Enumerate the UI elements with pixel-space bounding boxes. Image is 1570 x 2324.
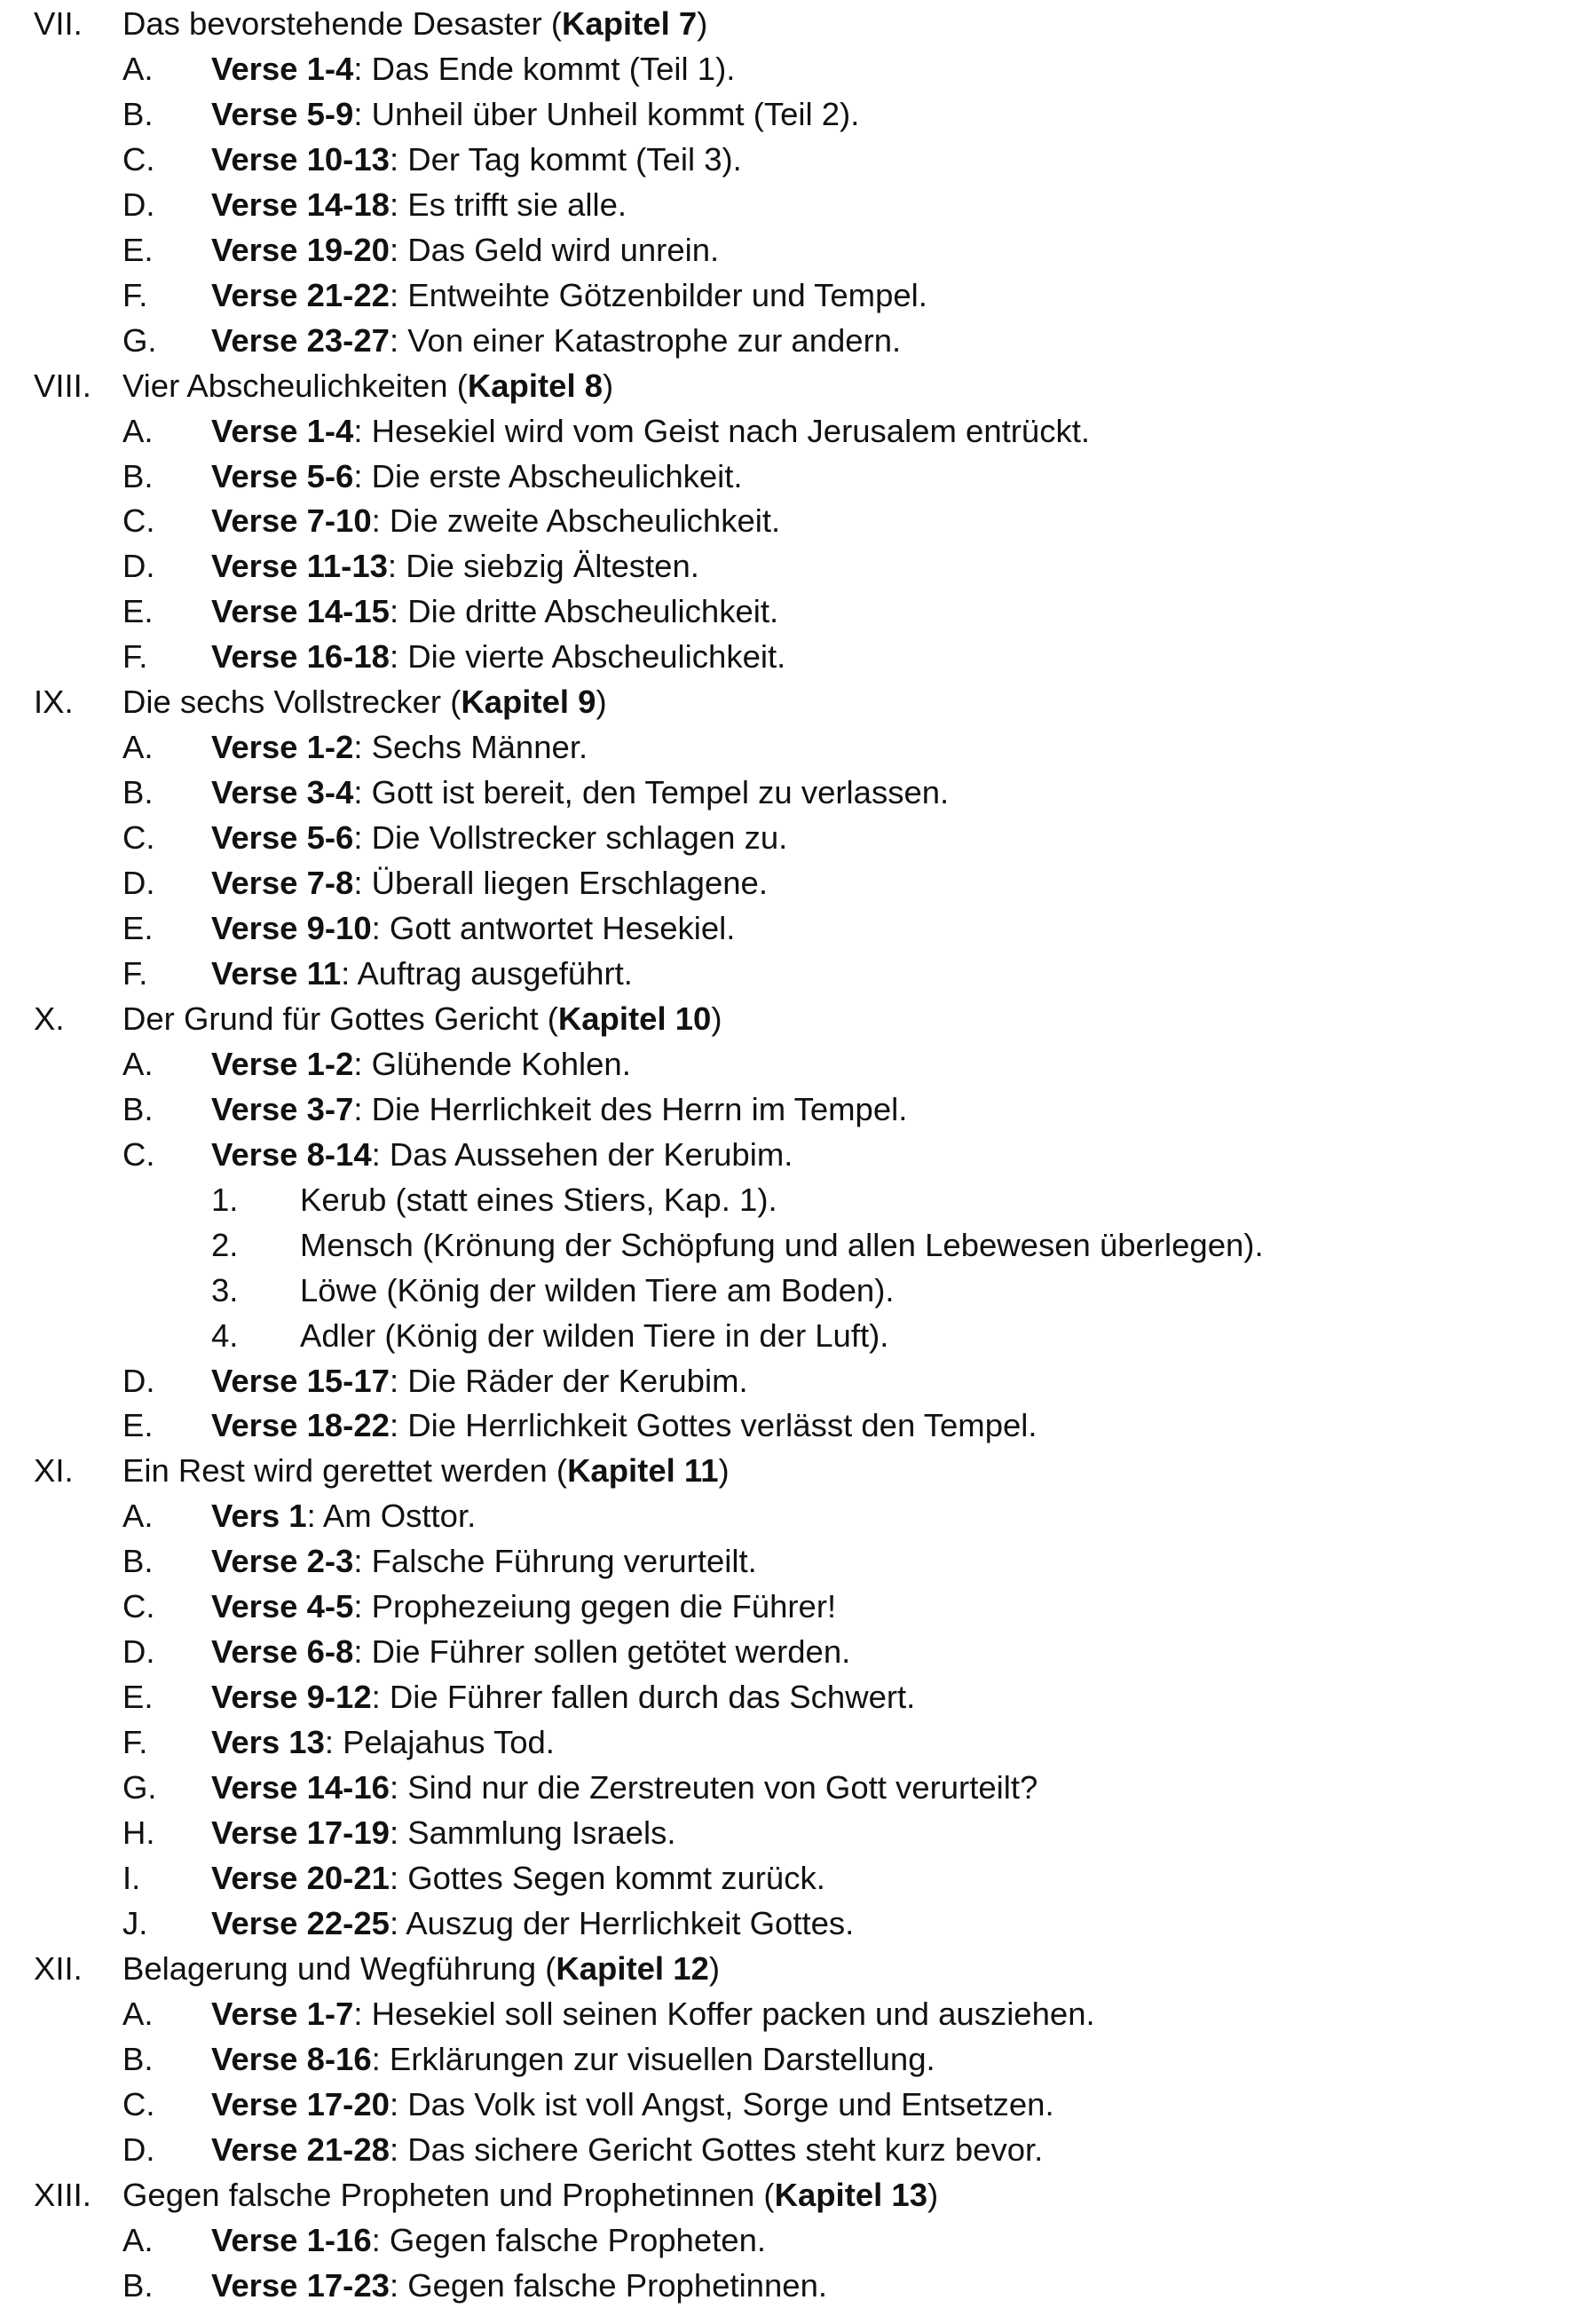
item-label: D. (122, 2130, 155, 2168)
verse-reference: Verse 1-16 (211, 2221, 372, 2258)
verse-reference: Verse 21-22 (211, 276, 390, 313)
item-text (211, 905, 735, 951)
verse-description: : Die erste Abscheulichkeit. (353, 457, 743, 494)
item-text (211, 1765, 1037, 1810)
item-text (211, 2127, 1043, 2172)
item-text (300, 1313, 888, 1358)
item-label: D. (122, 865, 155, 902)
verse-reference: Verse 8-14 (211, 1135, 372, 1173)
verse-reference: Verse 9-12 (211, 1679, 372, 1716)
item-text (211, 498, 780, 543)
item-text (211, 273, 927, 318)
verse-description: : Hesekiel soll seinen Koffer packen und ausziehen. (353, 1995, 1095, 2032)
verse-reference: Verse 22-25 (211, 1904, 390, 1941)
item-text (122, 363, 613, 408)
verse-reference: Verse 20-21 (211, 1859, 390, 1896)
item-label: X. (34, 1000, 65, 1037)
verse-reference: Verse 1-2 (211, 1045, 354, 1082)
verse-description: : Die siebzig Ältesten. (387, 548, 699, 585)
verse-description: : Prophezeiung gegen die Führer! (353, 1588, 837, 1625)
item-label: A. (122, 412, 154, 449)
item-label: XI. (34, 1452, 74, 1490)
verse-description: : Gegen falsche Prophetinnen. (389, 2266, 828, 2304)
item-text (211, 2217, 766, 2263)
verse-reference: Vers 13 (211, 1724, 325, 1761)
verse-reference: Verse 14-16 (211, 1769, 390, 1806)
item-text (122, 1, 707, 46)
verse-reference: Verse 17-20 (211, 2085, 390, 2122)
item-label: I. (122, 1859, 141, 1896)
item-label: G. (122, 321, 157, 359)
item-label: VIII. (34, 367, 91, 404)
verse-description: : Die Herrlichkeit des Herrn im Tempel. (353, 1090, 908, 1127)
verse-description: : Die dritte Abscheulichkeit. (389, 593, 779, 630)
verse-description: : Der Tag kommt (Teil 3). (389, 140, 742, 178)
chapter-reference: Kapitel 7 (562, 5, 698, 42)
verse-description: : Die Vollstrecker schlagen zu. (353, 819, 788, 857)
item-text (122, 679, 607, 724)
verse-reference: Verse 5-6 (211, 457, 354, 494)
item-text (211, 770, 949, 815)
item-label: VII. (34, 5, 83, 42)
item-text (122, 1946, 720, 1991)
sub-item-description: Kerub (statt eines Stiers, Kap. 1). (300, 1181, 777, 1218)
item-text (211, 1810, 675, 1855)
verse-description: : Die Räder der Kerubim. (389, 1362, 748, 1399)
sub-item-description: Löwe (König der wilden Tiere am Boden). (300, 1271, 895, 1308)
item-text (211, 860, 768, 905)
item-label: C. (122, 819, 155, 857)
item-text (211, 1493, 476, 1538)
item-label: E. (122, 1679, 154, 1716)
verse-reference: Verse 3-4 (211, 774, 354, 811)
verse-description: : Die zweite Abscheulichkeit. (371, 502, 781, 540)
item-text (211, 46, 735, 91)
item-text (211, 2036, 935, 2082)
item-label: A. (122, 1498, 154, 1535)
verse-reference: Verse 15-17 (211, 1362, 390, 1399)
item-text (211, 1719, 555, 1765)
item-text (211, 137, 742, 182)
chapter-reference: Kapitel 12 (556, 1949, 709, 1987)
item-text (211, 2082, 1054, 2127)
item-label: B. (122, 1090, 154, 1127)
verse-description: : Hesekiel wird vom Geist nach Jerusalem entrückt. (353, 412, 1091, 449)
item-label: C. (122, 140, 155, 178)
heading-close-paren: ) (708, 1949, 720, 1987)
verse-description: : Die Führer fallen durch das Schwert. (371, 1679, 916, 1716)
verse-reference: Verse 3-7 (211, 1090, 354, 1127)
heading-close-paren: ) (603, 367, 614, 404)
item-text (211, 634, 785, 679)
verse-description: : Überall liegen Erschlagene. (353, 865, 769, 902)
verse-reference: Verse 2-3 (211, 1543, 354, 1580)
item-label: J. (122, 1904, 148, 1941)
verse-description: : Sammlung Israels. (389, 1814, 676, 1851)
item-text (211, 1629, 850, 1674)
verse-description: : Auftrag ausgeführt. (341, 954, 633, 992)
verse-reference: Verse 10-13 (211, 140, 390, 178)
heading-title: Gegen falsche Propheten und Prophetinnen ( (122, 2176, 775, 2213)
verse-reference: Verse 1-2 (211, 729, 354, 766)
verse-reference: Verse 5-6 (211, 819, 354, 857)
verse-description: : Sechs Männer. (353, 729, 588, 766)
verse-description: : Es trifft sie alle. (389, 186, 627, 223)
verse-reference: Verse 1-4 (211, 50, 354, 87)
verse-description: : Am Osttor. (306, 1498, 477, 1535)
verse-description: : Das Ende kommt (Teil 1). (353, 50, 736, 87)
verse-reference: Verse 5-9 (211, 95, 354, 132)
item-label: D. (122, 548, 155, 585)
item-text (211, 182, 627, 227)
item-text (300, 1222, 1264, 1268)
verse-reference: Verse 23-27 (211, 321, 390, 359)
verse-description: : Das sichere Gericht Gottes steht kurz bevor. (389, 2130, 1044, 2168)
item-label: 4. (211, 1316, 239, 1354)
item-text (211, 1132, 793, 1177)
verse-description: : Die Herrlichkeit Gottes verlässt den Tempel. (389, 1407, 1037, 1444)
heading-title: Die sechs Vollstrecker ( (122, 684, 462, 721)
item-label: 1. (211, 1181, 239, 1218)
verse-description: : Entweihte Götzenbilder und Tempel. (389, 276, 927, 313)
item-label: C. (122, 502, 155, 540)
item-text (211, 951, 633, 996)
chapter-reference: Kapitel 10 (557, 1000, 712, 1037)
item-text (211, 724, 588, 770)
item-text (211, 1674, 915, 1719)
item-text (211, 1991, 1095, 2036)
item-label: B. (122, 457, 154, 494)
item-text (211, 815, 787, 860)
heading-title: Ein Rest wird gerettet werden ( (122, 1452, 568, 1490)
verse-description: : Die Führer sollen getötet werden. (353, 1633, 851, 1671)
verse-description: : Sind nur die Zerstreuten von Gott verurteilt? (389, 1769, 1038, 1806)
item-text (211, 1901, 854, 1946)
item-text (211, 91, 859, 137)
item-label: E. (122, 593, 154, 630)
verse-reference: Verse 17-23 (211, 2266, 390, 2304)
item-label: XII. (34, 1949, 83, 1987)
verse-reference: Verse 7-10 (211, 502, 372, 540)
chapter-reference: Kapitel 8 (467, 367, 604, 404)
verse-reference: Verse 18-22 (211, 1407, 390, 1444)
item-text (211, 1087, 907, 1132)
item-label: B. (122, 1543, 154, 1580)
verse-description: : Von einer Katastrophe zur andern. (389, 321, 902, 359)
verse-reference: Verse 8-16 (211, 2040, 372, 2077)
item-label: 3. (211, 1271, 239, 1308)
verse-reference: Vers 1 (211, 1498, 307, 1535)
verse-description: : Das Volk ist voll Angst, Sorge und Entsetzen. (389, 2085, 1054, 2122)
item-label: C. (122, 1135, 155, 1173)
verse-reference: Verse 6-8 (211, 1633, 354, 1671)
item-label: A. (122, 50, 154, 87)
item-label: E. (122, 910, 154, 946)
item-text (211, 1041, 631, 1087)
item-label: A. (122, 1045, 154, 1082)
verse-description: : Glühende Kohlen. (353, 1045, 631, 1082)
item-text (211, 589, 778, 634)
item-text (122, 1448, 730, 1493)
chapter-reference: Kapitel 11 (567, 1452, 719, 1490)
heading-close-paren: ) (697, 5, 708, 42)
verse-description: : Gegen falsche Propheten. (371, 2221, 767, 2258)
item-text (211, 227, 719, 273)
verse-reference: Verse 21-28 (211, 2130, 390, 2168)
verse-reference: Verse 9-10 (211, 910, 372, 946)
item-text (211, 2263, 827, 2308)
item-label: F. (122, 954, 148, 992)
item-label: D. (122, 1362, 155, 1399)
verse-description: : Gott antwortet Hesekiel. (371, 910, 736, 946)
item-label: B. (122, 2040, 154, 2077)
item-label: F. (122, 276, 148, 313)
verse-reference: Verse 4-5 (211, 1588, 354, 1625)
verse-reference: Verse 14-18 (211, 186, 390, 223)
item-text (122, 996, 722, 1041)
item-label: C. (122, 2085, 155, 2122)
item-label: XIII. (34, 2176, 91, 2213)
verse-description: : Erklärungen zur visuellen Darstellung. (371, 2040, 935, 2077)
chapter-reference: Kapitel 13 (774, 2176, 928, 2213)
item-label: D. (122, 186, 155, 223)
verse-reference: Verse 1-4 (211, 412, 354, 449)
verse-reference: Verse 16-18 (211, 638, 390, 676)
heading-close-paren: ) (711, 1000, 722, 1037)
verse-description: : Gottes Segen kommt zurück. (389, 1859, 825, 1896)
heading-close-paren: ) (718, 1452, 730, 1490)
item-label: H. (122, 1814, 155, 1851)
verse-reference: Verse 1-7 (211, 1995, 354, 2032)
heading-title: Der Grund für Gottes Gericht ( (122, 1000, 558, 1037)
heading-close-paren: ) (927, 2176, 939, 2213)
verse-reference: Verse 19-20 (211, 231, 390, 268)
sub-item-description: Mensch (Krönung der Schöpfung und allen Lebewesen überlegen). (300, 1226, 1264, 1263)
item-text (211, 1584, 836, 1629)
item-label: A. (122, 729, 154, 766)
item-text (211, 1358, 748, 1403)
item-label: A. (122, 1995, 154, 2032)
heading-title: Vier Abscheulichkeiten ( (122, 367, 468, 404)
item-text (211, 1855, 825, 1901)
verse-description: : Das Aussehen der Kerubim. (371, 1135, 793, 1173)
item-text (211, 454, 743, 499)
item-text (211, 408, 1090, 454)
item-label: B. (122, 774, 154, 811)
verse-reference: Verse 11 (211, 954, 342, 992)
verse-reference: Verse 7-8 (211, 865, 354, 902)
sub-item-description: Adler (König der wilden Tiere in der Luft). (300, 1316, 889, 1354)
item-label: C. (122, 1588, 155, 1625)
item-label: G. (122, 1769, 157, 1806)
item-text (300, 1177, 777, 1222)
verse-description: : Unheil über Unheil kommt (Teil 2). (353, 95, 860, 132)
verse-description: : Gott ist bereit, den Tempel zu verlassen. (353, 774, 950, 811)
item-text (211, 543, 699, 589)
item-label: IX. (34, 684, 74, 721)
item-label: F. (122, 638, 148, 676)
verse-description: : Die vierte Abscheulichkeit. (389, 638, 786, 676)
item-text (211, 1538, 757, 1584)
heading-title: Belagerung und Wegführung ( (122, 1949, 556, 1987)
item-label: E. (122, 1407, 154, 1444)
item-text (211, 1403, 1037, 1448)
item-text (122, 2172, 938, 2217)
item-text (211, 318, 901, 363)
heading-title: Das bevorstehende Desaster ( (122, 5, 563, 42)
verse-reference: Verse 11-13 (211, 548, 388, 585)
item-label: E. (122, 231, 154, 268)
heading-close-paren: ) (596, 684, 607, 721)
verse-reference: Verse 14-15 (211, 593, 390, 630)
item-label: A. (122, 2221, 154, 2258)
verse-description: : Auszug der Herrlichkeit Gottes. (389, 1904, 855, 1941)
item-label: B. (122, 95, 154, 132)
item-label: F. (122, 1724, 148, 1761)
item-text (300, 1268, 895, 1313)
item-label: 2. (211, 1226, 239, 1263)
item-label: D. (122, 1633, 155, 1671)
verse-reference: Verse 17-19 (211, 1814, 390, 1851)
verse-description: : Falsche Führung verurteilt. (353, 1543, 757, 1580)
verse-description: : Pelajahus Tod. (324, 1724, 555, 1761)
chapter-reference: Kapitel 9 (461, 684, 596, 721)
item-label: B. (122, 2266, 154, 2304)
verse-description: : Das Geld wird unrein. (389, 231, 720, 268)
